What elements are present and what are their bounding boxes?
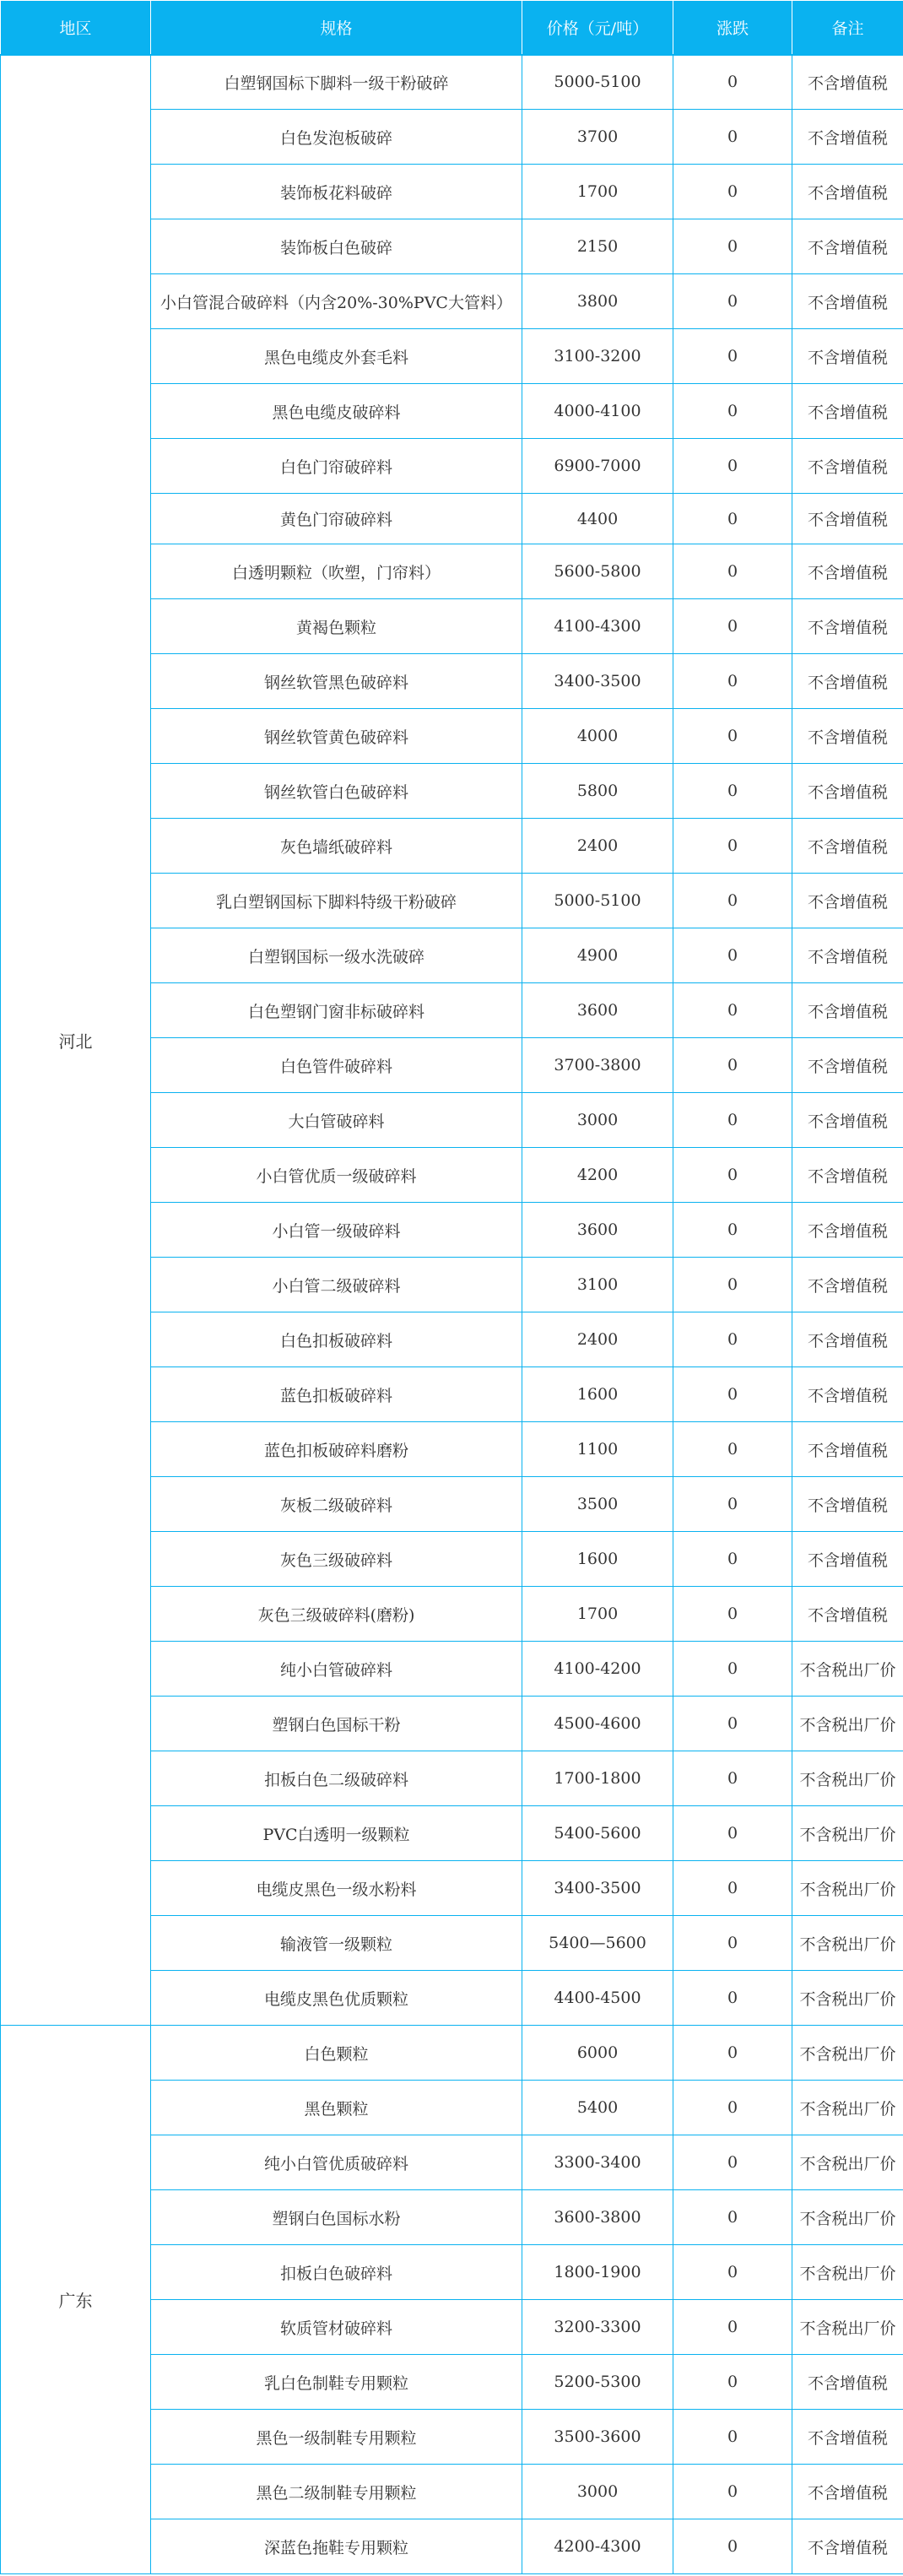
note-cell: 不含增值税 bbox=[792, 764, 903, 819]
price-cell: 3500-3600 bbox=[522, 2410, 673, 2465]
note-cell: 不含增值税 bbox=[792, 1422, 903, 1477]
change-cell: 0 bbox=[673, 1038, 792, 1093]
spec-cell: 乳白色制鞋专用颗粒 bbox=[151, 2355, 522, 2410]
price-cell: 3800 bbox=[522, 274, 673, 329]
spec-cell: 白色门帘破碎料 bbox=[151, 439, 522, 494]
spec-cell: 乳白塑钢国标下脚料特级干粉破碎 bbox=[151, 874, 522, 928]
header-change: 涨跌 bbox=[673, 1, 792, 55]
spec-cell: 黑色电缆皮外套毛料 bbox=[151, 329, 522, 384]
change-cell: 0 bbox=[673, 1477, 792, 1532]
note-cell: 不含税出厂价 bbox=[792, 1861, 903, 1916]
change-cell: 0 bbox=[673, 1587, 792, 1642]
price-cell: 1800-1900 bbox=[522, 2245, 673, 2300]
spec-cell: 装饰板白色破碎 bbox=[151, 219, 522, 274]
change-cell: 0 bbox=[673, 439, 792, 494]
price-cell: 5400—5600 bbox=[522, 1916, 673, 1971]
change-cell: 0 bbox=[673, 654, 792, 709]
change-cell: 0 bbox=[673, 329, 792, 384]
spec-cell: 电缆皮黑色优质颗粒 bbox=[151, 1971, 522, 2026]
table-row bbox=[1, 55, 903, 110]
change-cell: 0 bbox=[673, 1532, 792, 1587]
change-cell: 0 bbox=[673, 1312, 792, 1367]
change-cell: 0 bbox=[673, 709, 792, 764]
price-cell: 4400 bbox=[522, 494, 673, 544]
spec-cell: 白透明颗粒（吹塑，门帘料） bbox=[151, 544, 522, 599]
note-cell: 不含增值税 bbox=[792, 1587, 903, 1642]
spec-cell: 钢丝软管黑色破碎料 bbox=[151, 654, 522, 709]
note-cell: 不含增值税 bbox=[792, 2519, 903, 2574]
price-cell: 4900 bbox=[522, 928, 673, 983]
spec-cell: 钢丝软管白色破碎料 bbox=[151, 764, 522, 819]
change-cell: 0 bbox=[673, 1203, 792, 1258]
change-cell: 0 bbox=[673, 2355, 792, 2410]
spec-cell: 白色塑钢门窗非标破碎料 bbox=[151, 983, 522, 1038]
spec-cell: 灰色三级破碎料 bbox=[151, 1532, 522, 1587]
change-cell: 0 bbox=[673, 1861, 792, 1916]
note-cell: 不含增值税 bbox=[792, 329, 903, 384]
price-cell: 3600 bbox=[522, 983, 673, 1038]
note-cell: 不含增值税 bbox=[792, 983, 903, 1038]
change-cell: 0 bbox=[673, 2300, 792, 2355]
spec-cell: 小白管混合破碎料（内含20%-30%PVC大管料） bbox=[151, 274, 522, 329]
price-cell: 6900-7000 bbox=[522, 439, 673, 494]
note-cell: 不含增值税 bbox=[792, 1477, 903, 1532]
spec-cell: 装饰板花料破碎 bbox=[151, 165, 522, 219]
change-cell: 0 bbox=[673, 2135, 792, 2190]
note-cell: 不含增值税 bbox=[792, 2410, 903, 2465]
price-cell: 5800 bbox=[522, 764, 673, 819]
change-cell: 0 bbox=[673, 2410, 792, 2465]
region-cell: 广东 bbox=[1, 2026, 151, 2574]
change-cell: 0 bbox=[673, 55, 792, 110]
change-cell: 0 bbox=[673, 1916, 792, 1971]
spec-cell: 大白管破碎料 bbox=[151, 1093, 522, 1148]
price-cell: 4200-4300 bbox=[522, 2519, 673, 2574]
spec-cell: PVC白透明一级颗粒 bbox=[151, 1806, 522, 1861]
price-cell: 4400-4500 bbox=[522, 1971, 673, 2026]
price-cell: 5400 bbox=[522, 2081, 673, 2135]
spec-cell: 白塑钢国标下脚料一级干粉破碎 bbox=[151, 55, 522, 110]
note-cell: 不含税出厂价 bbox=[792, 1751, 903, 1806]
change-cell: 0 bbox=[673, 219, 792, 274]
spec-cell: 黑色电缆皮破碎料 bbox=[151, 384, 522, 439]
note-cell: 不含增值税 bbox=[792, 219, 903, 274]
price-cell: 4000 bbox=[522, 709, 673, 764]
change-cell: 0 bbox=[673, 599, 792, 654]
price-cell: 5000-5100 bbox=[522, 55, 673, 110]
note-cell: 不含税出厂价 bbox=[792, 2081, 903, 2135]
note-cell: 不含增值税 bbox=[792, 274, 903, 329]
note-cell: 不含增值税 bbox=[792, 1532, 903, 1587]
price-cell: 1700 bbox=[522, 165, 673, 219]
spec-cell: 小白管优质一级破碎料 bbox=[151, 1148, 522, 1203]
price-cell: 3400-3500 bbox=[522, 654, 673, 709]
note-cell: 不含税出厂价 bbox=[792, 1916, 903, 1971]
change-cell: 0 bbox=[673, 2026, 792, 2081]
spec-cell: 黄褐色颗粒 bbox=[151, 599, 522, 654]
price-cell: 1600 bbox=[522, 1367, 673, 1422]
price-cell: 5600-5800 bbox=[522, 544, 673, 599]
note-cell: 不含增值税 bbox=[792, 1367, 903, 1422]
spec-cell: 灰板二级破碎料 bbox=[151, 1477, 522, 1532]
change-cell: 0 bbox=[673, 874, 792, 928]
note-cell: 不含增值税 bbox=[792, 544, 903, 599]
spec-cell: 白色扣板破碎料 bbox=[151, 1312, 522, 1367]
change-cell: 0 bbox=[673, 2465, 792, 2519]
change-cell: 0 bbox=[673, 2519, 792, 2574]
spec-cell: 钢丝软管黄色破碎料 bbox=[151, 709, 522, 764]
note-cell: 不含增值税 bbox=[792, 2465, 903, 2519]
price-cell: 3700 bbox=[522, 110, 673, 165]
price-cell: 3200-3300 bbox=[522, 2300, 673, 2355]
change-cell: 0 bbox=[673, 1697, 792, 1751]
spec-cell: 灰色墙纸破碎料 bbox=[151, 819, 522, 874]
price-cell: 3400-3500 bbox=[522, 1861, 673, 1916]
price-cell: 2400 bbox=[522, 819, 673, 874]
price-cell: 4500-4600 bbox=[522, 1697, 673, 1751]
price-cell: 2150 bbox=[522, 219, 673, 274]
price-cell: 3700-3800 bbox=[522, 1038, 673, 1093]
note-cell: 不含增值税 bbox=[792, 1038, 903, 1093]
change-cell: 0 bbox=[673, 494, 792, 544]
header-price: 价格（元/吨） bbox=[522, 1, 673, 55]
note-cell: 不含增值税 bbox=[792, 928, 903, 983]
spec-cell: 灰色三级破碎料(磨粉) bbox=[151, 1587, 522, 1642]
price-cell: 6000 bbox=[522, 2026, 673, 2081]
spec-cell: 电缆皮黑色一级水粉料 bbox=[151, 1861, 522, 1916]
price-cell: 3600 bbox=[522, 1203, 673, 1258]
note-cell: 不含增值税 bbox=[792, 165, 903, 219]
header-region: 地区 bbox=[1, 1, 151, 55]
price-cell: 3600-3800 bbox=[522, 2190, 673, 2245]
price-cell: 1600 bbox=[522, 1532, 673, 1587]
region-cell: 河北 bbox=[1, 55, 151, 2026]
note-cell: 不含税出厂价 bbox=[792, 2135, 903, 2190]
note-cell: 不含税出厂价 bbox=[792, 1971, 903, 2026]
change-cell: 0 bbox=[673, 110, 792, 165]
note-cell: 不含增值税 bbox=[792, 2355, 903, 2410]
price-cell: 5200-5300 bbox=[522, 2355, 673, 2410]
price-cell: 3500 bbox=[522, 1477, 673, 1532]
price-cell: 1700 bbox=[522, 1587, 673, 1642]
note-cell: 不含税出厂价 bbox=[792, 2026, 903, 2081]
spec-cell: 白色颗粒 bbox=[151, 2026, 522, 2081]
header-note: 备注 bbox=[792, 1, 903, 55]
price-cell: 3000 bbox=[522, 1093, 673, 1148]
spec-cell: 扣板白色二级破碎料 bbox=[151, 1751, 522, 1806]
spec-cell: 黑色颗粒 bbox=[151, 2081, 522, 2135]
note-cell: 不含税出厂价 bbox=[792, 2190, 903, 2245]
price-cell: 4000-4100 bbox=[522, 384, 673, 439]
change-cell: 0 bbox=[673, 2081, 792, 2135]
note-cell: 不含增值税 bbox=[792, 819, 903, 874]
note-cell: 不含增值税 bbox=[792, 494, 903, 544]
change-cell: 0 bbox=[673, 928, 792, 983]
spec-cell: 白塑钢国标一级水洗破碎 bbox=[151, 928, 522, 983]
spec-cell: 纯小白管破碎料 bbox=[151, 1642, 522, 1697]
change-cell: 0 bbox=[673, 1806, 792, 1861]
spec-cell: 蓝色扣板破碎料磨粉 bbox=[151, 1422, 522, 1477]
note-cell: 不含税出厂价 bbox=[792, 1697, 903, 1751]
change-cell: 0 bbox=[673, 983, 792, 1038]
spec-cell: 白色管件破碎料 bbox=[151, 1038, 522, 1093]
price-cell: 5400-5600 bbox=[522, 1806, 673, 1861]
note-cell: 不含税出厂价 bbox=[792, 1642, 903, 1697]
table-header bbox=[1, 1, 903, 55]
spec-cell: 蓝色扣板破碎料 bbox=[151, 1367, 522, 1422]
price-cell: 3100 bbox=[522, 1258, 673, 1312]
change-cell: 0 bbox=[673, 1148, 792, 1203]
note-cell: 不含增值税 bbox=[792, 1203, 903, 1258]
note-cell: 不含税出厂价 bbox=[792, 2245, 903, 2300]
spec-cell: 塑钢白色国标水粉 bbox=[151, 2190, 522, 2245]
table-row bbox=[1, 2026, 903, 2081]
change-cell: 0 bbox=[673, 384, 792, 439]
note-cell: 不含增值税 bbox=[792, 1093, 903, 1148]
note-cell: 不含税出厂价 bbox=[792, 2300, 903, 2355]
spec-cell: 扣板白色破碎料 bbox=[151, 2245, 522, 2300]
note-cell: 不含增值税 bbox=[792, 439, 903, 494]
note-cell: 不含增值税 bbox=[792, 1148, 903, 1203]
spec-cell: 输液管一级颗粒 bbox=[151, 1916, 522, 1971]
spec-cell: 黑色二级制鞋专用颗粒 bbox=[151, 2465, 522, 2519]
spec-cell: 塑钢白色国标干粉 bbox=[151, 1697, 522, 1751]
price-cell: 2400 bbox=[522, 1312, 673, 1367]
change-cell: 0 bbox=[673, 544, 792, 599]
price-cell: 4100-4300 bbox=[522, 599, 673, 654]
price-cell: 5000-5100 bbox=[522, 874, 673, 928]
note-cell: 不含增值税 bbox=[792, 874, 903, 928]
note-cell: 不含增值税 bbox=[792, 709, 903, 764]
change-cell: 0 bbox=[673, 1258, 792, 1312]
spec-cell: 白色发泡板破碎 bbox=[151, 110, 522, 165]
note-cell: 不含增值税 bbox=[792, 599, 903, 654]
price-cell: 3100-3200 bbox=[522, 329, 673, 384]
price-cell: 1700-1800 bbox=[522, 1751, 673, 1806]
price-cell: 4100-4200 bbox=[522, 1642, 673, 1697]
note-cell: 不含增值税 bbox=[792, 1258, 903, 1312]
note-cell: 不含增值税 bbox=[792, 384, 903, 439]
change-cell: 0 bbox=[673, 1422, 792, 1477]
spec-cell: 黑色一级制鞋专用颗粒 bbox=[151, 2410, 522, 2465]
spec-cell: 小白管二级破碎料 bbox=[151, 1258, 522, 1312]
price-cell: 3000 bbox=[522, 2465, 673, 2519]
note-cell: 不含增值税 bbox=[792, 55, 903, 110]
note-cell: 不含增值税 bbox=[792, 1312, 903, 1367]
change-cell: 0 bbox=[673, 819, 792, 874]
change-cell: 0 bbox=[673, 764, 792, 819]
change-cell: 0 bbox=[673, 2245, 792, 2300]
note-cell: 不含增值税 bbox=[792, 110, 903, 165]
price-cell: 4200 bbox=[522, 1148, 673, 1203]
change-cell: 0 bbox=[673, 1751, 792, 1806]
change-cell: 0 bbox=[673, 1367, 792, 1422]
spec-cell: 纯小白管优质破碎料 bbox=[151, 2135, 522, 2190]
note-cell: 不含税出厂价 bbox=[792, 1806, 903, 1861]
spec-cell: 软质管材破碎料 bbox=[151, 2300, 522, 2355]
change-cell: 0 bbox=[673, 274, 792, 329]
header-spec: 规格 bbox=[151, 1, 522, 55]
change-cell: 0 bbox=[673, 1971, 792, 2026]
spec-cell: 深蓝色拖鞋专用颗粒 bbox=[151, 2519, 522, 2574]
spec-cell: 小白管一级破碎料 bbox=[151, 1203, 522, 1258]
spec-cell: 黄色门帘破碎料 bbox=[151, 494, 522, 544]
change-cell: 0 bbox=[673, 1093, 792, 1148]
change-cell: 0 bbox=[673, 1642, 792, 1697]
price-cell: 1100 bbox=[522, 1422, 673, 1477]
header-row bbox=[1, 1, 903, 55]
price-cell: 3300-3400 bbox=[522, 2135, 673, 2190]
change-cell: 0 bbox=[673, 165, 792, 219]
change-cell: 0 bbox=[673, 2190, 792, 2245]
note-cell: 不含增值税 bbox=[792, 654, 903, 709]
table-body bbox=[1, 55, 903, 2574]
